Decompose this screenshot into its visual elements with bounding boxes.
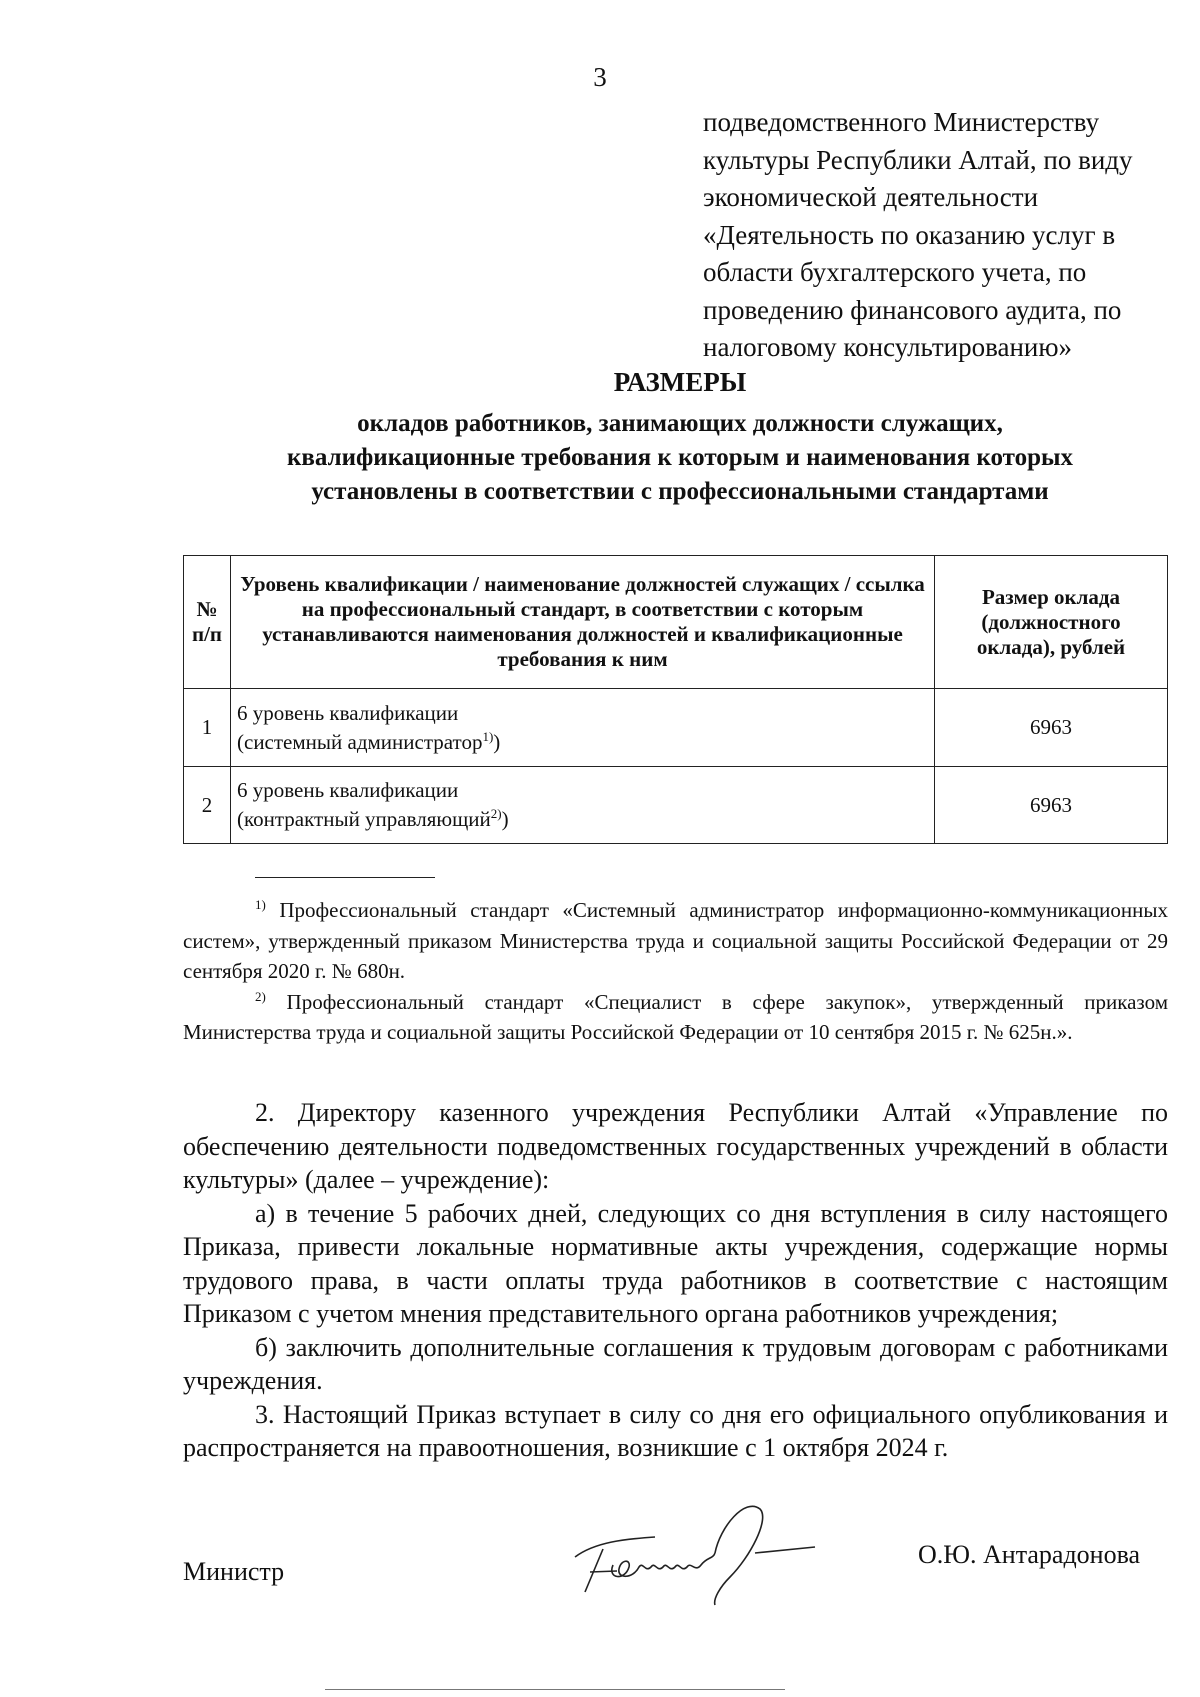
paragraph: 2. Директору казенного учреждения Республики Алтай «Управление по обеспечению деятельности подведомственных государственных учреждений в области культуры» (далее – учреждение): (183, 1098, 1168, 1194)
footnote (183, 895, 1168, 987)
footnote-mark: 1) (255, 897, 266, 912)
signatory-name: О.Ю. Антарадонова (918, 1540, 1141, 1569)
row-salary: 6963 (935, 689, 1168, 767)
header-line: культуры Республики Алтай, по виду (703, 144, 1133, 175)
row-description (231, 689, 935, 767)
approval-header (703, 104, 1173, 367)
subtitle-line: окладов работников, занимающих должности служащих, (357, 410, 1003, 437)
footnote-ref: 2) (490, 806, 502, 821)
row-close: ) (501, 807, 509, 831)
header-line: проведению финансового аудита, по (703, 294, 1122, 325)
header-line: подведомственного Министерству (703, 107, 1100, 137)
document-subtitle (0, 407, 1200, 509)
row-position: (контрактный управляющий (237, 807, 491, 831)
page-number: 3 (593, 62, 607, 92)
salary-table (183, 555, 1168, 844)
row-level: 6 уровень квалификации (237, 700, 459, 725)
row-num: 2 (184, 767, 231, 844)
table-row (184, 689, 1168, 767)
row-num: 1 (184, 689, 231, 767)
paragraph: 3. Настоящий Приказ вступает в силу со дня его официального опубликования и распространяется на правоотношения, возникшие с 1 октября 2024 г. (183, 1399, 1168, 1462)
header-salary: Размер оклада (должностного оклада), рублей (935, 556, 1168, 689)
row-salary: 6963 (935, 767, 1168, 844)
bottom-rule (325, 1689, 785, 1690)
footnotes (183, 895, 1168, 1048)
footnote-text: Профессиональный стандарт «Системный администратор информационно-коммуникационных систем», утвержденный приказом Министерства труда и социальной защиты Российской Федерации от 29 сентября 2020 г. № 680н. (183, 898, 1168, 983)
header-line: экономической деятельности (703, 182, 1039, 212)
header-num: № п/п (184, 556, 231, 689)
subtitle-line: квалификационные требования к которым и наименования которых (286, 444, 1074, 471)
table-header-row (184, 556, 1168, 689)
row-description (231, 767, 935, 844)
header-line: области бухгалтерского учета, по (703, 257, 1087, 287)
row-level: 6 уровень квалификации (237, 778, 459, 802)
footnote-ref: 1) (482, 728, 494, 744)
header-line: «Деятельность по оказанию услуг в (703, 219, 1116, 250)
body-text (183, 1096, 1168, 1465)
document-title: РАЗМЕРЫ (613, 367, 747, 397)
footnote-text: Профессиональный стандарт «Специалист в сфере закупок», утвержденный приказом Министерства труда и социальной защиты Российской Федерации от 10 сентября 2015 г. № 625н.». (183, 989, 1168, 1044)
subtitle-line: установлены в соответствии с профессиональными стандартами (311, 478, 1049, 505)
handwritten-signature (555, 1487, 845, 1607)
signatory-position: Министр (183, 1557, 285, 1586)
header-level: Уровень квалификации / наименование должностей служащих / ссылка на профессиональный стандарт, в соответствии с которым устанавливаются наименования должностей и квалификационные требования к ним (231, 556, 935, 689)
footnote-separator (255, 877, 435, 878)
table-row (184, 767, 1168, 844)
paragraph: б) заключить дополнительные соглашения к трудовым договорам с работниками учреждения. (183, 1332, 1168, 1395)
row-close: ) (493, 729, 501, 754)
row-position: (системный администратор (237, 729, 483, 754)
paragraph: а) в течение 5 рабочих дней, следующих со дня вступления в силу настоящего Приказа, привести локальные нормативные акты учреждения, содержащие нормы трудового права, в части оплаты труда работников в соответствие с настоящим Приказом с учетом мнения представительного органа работников учреждения; (183, 1198, 1168, 1328)
header-line: налоговому консультированию» (703, 332, 1073, 362)
footnote (183, 987, 1168, 1048)
footnote-mark: 2) (255, 988, 266, 1004)
